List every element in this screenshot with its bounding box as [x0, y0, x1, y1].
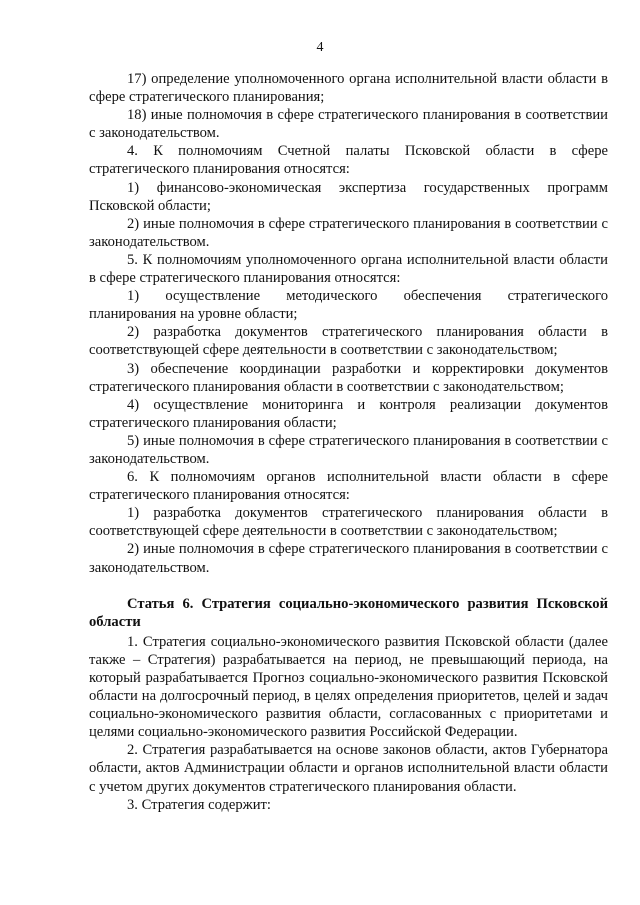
paragraph: 2) иные полномочия в сфере стратегического планирования в соответствии с законодательством. [89, 215, 608, 250]
paragraph: 6. К полномочиям органов исполнительной власти области в сфере стратегического планирования относятся: [89, 469, 608, 504]
paragraph: 5. К полномочиям уполномоченного органа исполнительной власти области в сфере стратегического планирования относятся: [89, 251, 608, 287]
paragraph: 2) иные полномочия в сфере стратегического планирования в соответствии с законодательством. [89, 541, 608, 576]
paragraph: 1) разработка документов стратегического планирования области в соответствующей сфере деятельности в соответствии с законодательством; [89, 505, 608, 540]
page-number: 4 [316, 40, 324, 55]
paragraph: 1) осуществление методического обеспечения стратегического планирования на уровне области; [89, 288, 608, 323]
paragraph: 5) иные полномочия в сфере стратегического планирования в соответствии с законодательством. [89, 432, 608, 467]
paragraph: 4. К полномочиям Счетной палаты Псковской области в сфере стратегического планирования относятся: [89, 143, 608, 178]
document-body [89, 70, 608, 814]
article-paragraph: 3. Стратегия содержит: [127, 796, 271, 813]
article-heading: Статья 6. Стратегия социально-экономического развития Псковской области [89, 595, 608, 630]
paragraph: 3) обеспечение координации разработки и корректировки документов стратегического планирования области в соответствии с законодательством; [89, 360, 608, 395]
paragraph: 2) разработка документов стратегического планирования области в соответствующей сфере деятельности в соответствии с законодательством; [89, 324, 608, 359]
section-spacer [89, 577, 608, 595]
paragraph: 4) осуществление мониторинга и контроля реализации документов стратегического планирования области; [89, 396, 608, 431]
paragraph: 18) иные полномочия в сфере стратегического планирования в соответствии с законодательством. [89, 107, 608, 142]
article-paragraph: 1. Стратегия социально-экономического развития Псковской области (далее также – Стратегия) разрабатывается на период, не превышающий периода, на который разрабатывается Прогноз социально-экономического развития Псковской области на долгосрочный период, в целях определения приоритетов, целей и задач социально-экономического развития области, согласованных с приоритетами и целями социально-экономического развития Российской Федерации. [89, 633, 608, 741]
article-paragraph: 2. Стратегия разрабатывается на основе законов области, актов Губернатора области, актов Администрации области и органов исполнительной власти области с учетом других документов стратегического планирования области. [89, 742, 608, 795]
paragraph: 1) финансово-экономическая экспертиза государственных программ Псковской области; [89, 179, 608, 214]
paragraph: 17) определение уполномоченного органа исполнительной власти области в сфере стратегического планирования; [89, 71, 608, 106]
